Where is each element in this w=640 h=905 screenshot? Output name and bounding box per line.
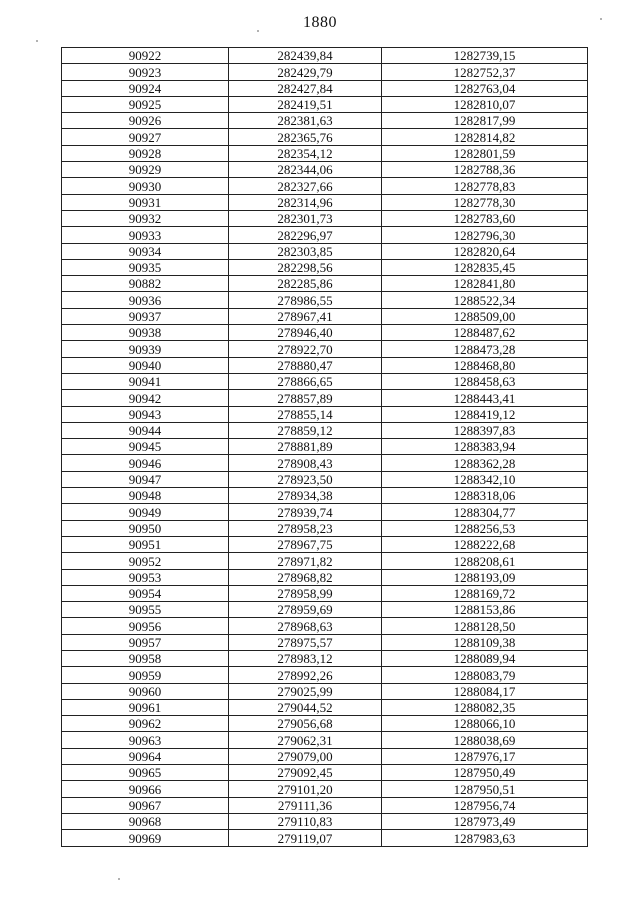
table-row	[62, 373, 588, 389]
x-coordinate-cell: 278986,55	[229, 292, 382, 308]
y-coordinate-cell: 1282788,36	[382, 162, 588, 178]
point-number-cell: 90948	[62, 488, 229, 504]
table-row	[62, 536, 588, 552]
y-coordinate-cell: 1282820,64	[382, 243, 588, 259]
y-coordinate-cell: 1282739,15	[382, 48, 588, 64]
x-coordinate-cell: 279062,31	[229, 732, 382, 748]
point-number-cell: 90928	[62, 145, 229, 161]
y-coordinate-cell: 1282810,07	[382, 96, 588, 112]
scan-speck	[36, 40, 38, 42]
table-row	[62, 650, 588, 666]
point-number-cell: 90944	[62, 422, 229, 438]
y-coordinate-cell: 1288089,94	[382, 650, 588, 666]
table-row	[62, 765, 588, 781]
point-number-cell: 90923	[62, 64, 229, 80]
table-row	[62, 276, 588, 292]
y-coordinate-cell: 1288066,10	[382, 716, 588, 732]
table-row	[62, 781, 588, 797]
x-coordinate-cell: 278958,99	[229, 585, 382, 601]
x-coordinate-cell: 279025,99	[229, 683, 382, 699]
y-coordinate-cell: 1288487,62	[382, 325, 588, 341]
y-coordinate-cell: 1287973,49	[382, 813, 588, 829]
point-number-cell: 90924	[62, 80, 229, 96]
coordinates-table-body	[62, 48, 588, 847]
table-row	[62, 504, 588, 520]
table-row	[62, 455, 588, 471]
table-row	[62, 471, 588, 487]
x-coordinate-cell: 279101,20	[229, 781, 382, 797]
point-number-cell: 90938	[62, 325, 229, 341]
x-coordinate-cell: 282327,66	[229, 178, 382, 194]
y-coordinate-cell: 1287983,63	[382, 830, 588, 846]
x-coordinate-cell: 278908,43	[229, 455, 382, 471]
coordinates-table	[61, 47, 588, 847]
x-coordinate-cell: 278923,50	[229, 471, 382, 487]
point-number-cell: 90941	[62, 373, 229, 389]
y-coordinate-cell: 1288038,69	[382, 732, 588, 748]
y-coordinate-cell: 1282752,37	[382, 64, 588, 80]
x-coordinate-cell: 279044,52	[229, 699, 382, 715]
point-number-cell: 90958	[62, 650, 229, 666]
x-coordinate-cell: 278866,65	[229, 373, 382, 389]
x-coordinate-cell: 282429,79	[229, 64, 382, 80]
x-coordinate-cell: 282314,96	[229, 194, 382, 210]
point-number-cell: 90965	[62, 765, 229, 781]
y-coordinate-cell: 1288304,77	[382, 504, 588, 520]
table-row	[62, 162, 588, 178]
table-row	[62, 634, 588, 650]
y-coordinate-cell: 1288193,09	[382, 569, 588, 585]
y-coordinate-cell: 1282796,30	[382, 227, 588, 243]
table-row	[62, 585, 588, 601]
y-coordinate-cell: 1288256,53	[382, 520, 588, 536]
point-number-cell: 90946	[62, 455, 229, 471]
table-row	[62, 748, 588, 764]
y-coordinate-cell: 1287950,51	[382, 781, 588, 797]
point-number-cell: 90956	[62, 618, 229, 634]
x-coordinate-cell: 279056,68	[229, 716, 382, 732]
x-coordinate-cell: 278992,26	[229, 667, 382, 683]
page-number: 1880	[303, 14, 337, 31]
x-coordinate-cell: 278934,38	[229, 488, 382, 504]
point-number-cell: 90959	[62, 667, 229, 683]
table-row	[62, 406, 588, 422]
y-coordinate-cell: 1288109,38	[382, 634, 588, 650]
y-coordinate-cell: 1288153,86	[382, 602, 588, 618]
point-number-cell: 90966	[62, 781, 229, 797]
point-number-cell: 90951	[62, 536, 229, 552]
table-row	[62, 699, 588, 715]
table-row	[62, 194, 588, 210]
x-coordinate-cell: 278968,63	[229, 618, 382, 634]
x-coordinate-cell: 278975,57	[229, 634, 382, 650]
table-row	[62, 618, 588, 634]
point-number-cell: 90955	[62, 602, 229, 618]
x-coordinate-cell: 278959,69	[229, 602, 382, 618]
x-coordinate-cell: 282298,56	[229, 259, 382, 275]
table-row	[62, 96, 588, 112]
x-coordinate-cell: 278922,70	[229, 341, 382, 357]
table-row	[62, 145, 588, 161]
point-number-cell: 90967	[62, 797, 229, 813]
table-row	[62, 325, 588, 341]
table-row	[62, 48, 588, 64]
point-number-cell: 90927	[62, 129, 229, 145]
point-number-cell: 90931	[62, 194, 229, 210]
y-coordinate-cell: 1288084,17	[382, 683, 588, 699]
table-row	[62, 553, 588, 569]
point-number-cell: 90945	[62, 439, 229, 455]
point-number-cell: 90961	[62, 699, 229, 715]
x-coordinate-cell: 279111,36	[229, 797, 382, 813]
x-coordinate-cell: 282427,84	[229, 80, 382, 96]
table-row	[62, 390, 588, 406]
y-coordinate-cell: 1287950,49	[382, 765, 588, 781]
table-row	[62, 439, 588, 455]
x-coordinate-cell: 282301,73	[229, 210, 382, 226]
x-coordinate-cell: 278946,40	[229, 325, 382, 341]
x-coordinate-cell: 282354,12	[229, 145, 382, 161]
table-row	[62, 683, 588, 699]
x-coordinate-cell: 282344,06	[229, 162, 382, 178]
y-coordinate-cell: 1288128,50	[382, 618, 588, 634]
y-coordinate-cell: 1288082,35	[382, 699, 588, 715]
point-number-cell: 90960	[62, 683, 229, 699]
table-row	[62, 667, 588, 683]
x-coordinate-cell: 282419,51	[229, 96, 382, 112]
table-row	[62, 64, 588, 80]
x-coordinate-cell: 282439,84	[229, 48, 382, 64]
point-number-cell: 90952	[62, 553, 229, 569]
x-coordinate-cell: 279079,00	[229, 748, 382, 764]
table-row	[62, 80, 588, 96]
table-row	[62, 210, 588, 226]
y-coordinate-cell: 1282817,99	[382, 113, 588, 129]
point-number-cell: 90954	[62, 585, 229, 601]
y-coordinate-cell: 1282814,82	[382, 129, 588, 145]
x-coordinate-cell: 278857,89	[229, 390, 382, 406]
y-coordinate-cell: 1288468,80	[382, 357, 588, 373]
y-coordinate-cell: 1288318,06	[382, 488, 588, 504]
table-row	[62, 813, 588, 829]
x-coordinate-cell: 278880,47	[229, 357, 382, 373]
y-coordinate-cell: 1288522,34	[382, 292, 588, 308]
x-coordinate-cell: 278881,89	[229, 439, 382, 455]
point-number-cell: 90940	[62, 357, 229, 373]
point-number-cell: 90943	[62, 406, 229, 422]
y-coordinate-cell: 1288169,72	[382, 585, 588, 601]
point-number-cell: 90947	[62, 471, 229, 487]
point-number-cell: 90922	[62, 48, 229, 64]
y-coordinate-cell: 1288419,12	[382, 406, 588, 422]
table-row	[62, 797, 588, 813]
point-number-cell: 90936	[62, 292, 229, 308]
point-number-cell: 90969	[62, 830, 229, 846]
y-coordinate-cell: 1288397,83	[382, 422, 588, 438]
y-coordinate-cell: 1287956,74	[382, 797, 588, 813]
y-coordinate-cell: 1288342,10	[382, 471, 588, 487]
table-row	[62, 178, 588, 194]
table-row	[62, 732, 588, 748]
point-number-cell: 90953	[62, 569, 229, 585]
x-coordinate-cell: 278859,12	[229, 422, 382, 438]
point-number-cell: 90926	[62, 113, 229, 129]
point-number-cell: 90925	[62, 96, 229, 112]
x-coordinate-cell: 278939,74	[229, 504, 382, 520]
y-coordinate-cell: 1288473,28	[382, 341, 588, 357]
x-coordinate-cell: 279119,07	[229, 830, 382, 846]
table-row	[62, 602, 588, 618]
y-coordinate-cell: 1288458,63	[382, 373, 588, 389]
table-row	[62, 830, 588, 846]
y-coordinate-cell: 1282763,04	[382, 80, 588, 96]
x-coordinate-cell: 282365,76	[229, 129, 382, 145]
y-coordinate-cell: 1282778,30	[382, 194, 588, 210]
y-coordinate-cell: 1288443,41	[382, 390, 588, 406]
x-coordinate-cell: 282285,86	[229, 276, 382, 292]
x-coordinate-cell: 278967,41	[229, 308, 382, 324]
y-coordinate-cell: 1287976,17	[382, 748, 588, 764]
point-number-cell: 90939	[62, 341, 229, 357]
table-row	[62, 227, 588, 243]
y-coordinate-cell: 1288208,61	[382, 553, 588, 569]
point-number-cell: 90942	[62, 390, 229, 406]
table-row	[62, 520, 588, 536]
point-number-cell: 90950	[62, 520, 229, 536]
y-coordinate-cell: 1288509,00	[382, 308, 588, 324]
x-coordinate-cell: 279092,45	[229, 765, 382, 781]
x-coordinate-cell: 282296,97	[229, 227, 382, 243]
y-coordinate-cell: 1282778,83	[382, 178, 588, 194]
point-number-cell: 90930	[62, 178, 229, 194]
point-number-cell: 90963	[62, 732, 229, 748]
point-number-cell: 90957	[62, 634, 229, 650]
table-row	[62, 308, 588, 324]
point-number-cell: 90933	[62, 227, 229, 243]
point-number-cell: 90932	[62, 210, 229, 226]
point-number-cell: 90934	[62, 243, 229, 259]
y-coordinate-cell: 1288083,79	[382, 667, 588, 683]
scan-speck	[600, 18, 602, 20]
table-row	[62, 243, 588, 259]
table-row	[62, 259, 588, 275]
scan-speck	[118, 878, 120, 880]
y-coordinate-cell: 1282783,60	[382, 210, 588, 226]
y-coordinate-cell: 1288222,68	[382, 536, 588, 552]
x-coordinate-cell: 278983,12	[229, 650, 382, 666]
x-coordinate-cell: 282381,63	[229, 113, 382, 129]
y-coordinate-cell: 1288383,94	[382, 439, 588, 455]
y-coordinate-cell: 1288362,28	[382, 455, 588, 471]
table-row	[62, 569, 588, 585]
y-coordinate-cell: 1282801,59	[382, 145, 588, 161]
table-row	[62, 292, 588, 308]
point-number-cell: 90937	[62, 308, 229, 324]
point-number-cell: 90929	[62, 162, 229, 178]
point-number-cell: 90882	[62, 276, 229, 292]
table-row	[62, 357, 588, 373]
scan-speck	[257, 30, 259, 32]
point-number-cell: 90968	[62, 813, 229, 829]
y-coordinate-cell: 1282835,45	[382, 259, 588, 275]
x-coordinate-cell: 278958,23	[229, 520, 382, 536]
table-row	[62, 716, 588, 732]
table-row	[62, 129, 588, 145]
x-coordinate-cell: 278855,14	[229, 406, 382, 422]
x-coordinate-cell: 279110,83	[229, 813, 382, 829]
x-coordinate-cell: 278968,82	[229, 569, 382, 585]
x-coordinate-cell: 278967,75	[229, 536, 382, 552]
point-number-cell: 90962	[62, 716, 229, 732]
table-row	[62, 113, 588, 129]
table-row	[62, 422, 588, 438]
table-row	[62, 488, 588, 504]
x-coordinate-cell: 278971,82	[229, 553, 382, 569]
table-row	[62, 341, 588, 357]
y-coordinate-cell: 1282841,80	[382, 276, 588, 292]
x-coordinate-cell: 282303,85	[229, 243, 382, 259]
point-number-cell: 90964	[62, 748, 229, 764]
point-number-cell: 90949	[62, 504, 229, 520]
point-number-cell: 90935	[62, 259, 229, 275]
